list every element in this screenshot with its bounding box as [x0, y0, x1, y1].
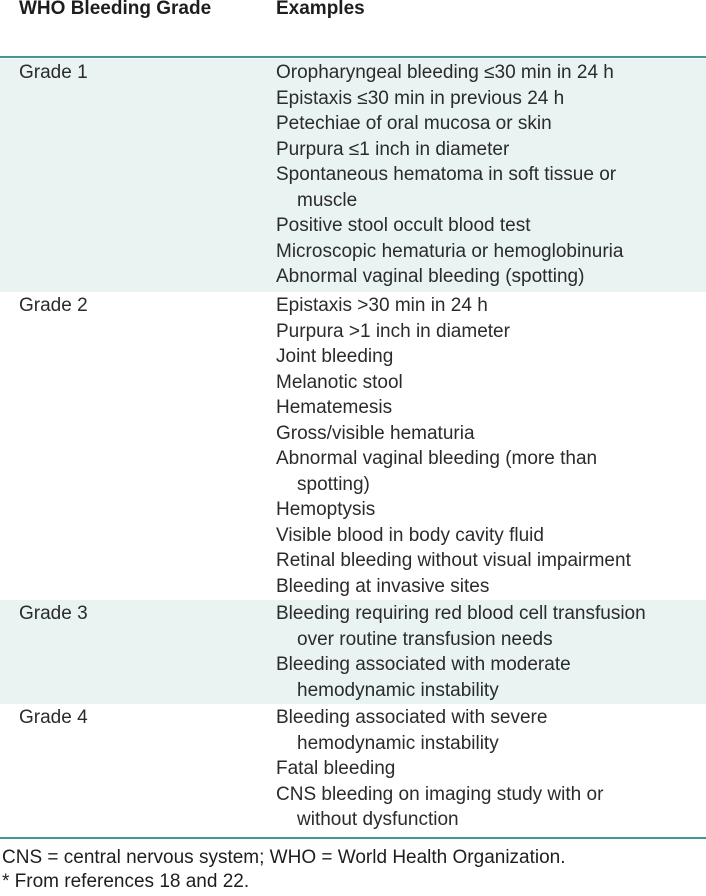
- table-header: [0, 0, 706, 58]
- example-line: Bleeding requiring red blood cell transfusion: [276, 603, 646, 624]
- examples-cell: [276, 60, 706, 290]
- example-line: Epistaxis ≤30 min in previous 24 h: [276, 87, 565, 109]
- example-line: Epistaxis >30 min in 24 h: [276, 295, 488, 316]
- table-row: [0, 600, 706, 704]
- example-line: CNS bleeding on imaging study with or: [276, 783, 604, 805]
- footnote-references: * From references 18 and 22.: [2, 871, 250, 892]
- table-row: [0, 292, 706, 600]
- example-item: [276, 319, 706, 345]
- header-examples: Examples: [276, 0, 365, 19]
- example-line: spotting): [297, 473, 370, 495]
- examples-cell: [276, 705, 706, 833]
- example-line: Abnormal vaginal bleeding (more than: [276, 448, 598, 469]
- example-item: [276, 60, 706, 86]
- example-line: Bleeding associated with moderate: [276, 654, 571, 675]
- grade-cell: Grade 1: [19, 62, 88, 83]
- example-item: [276, 782, 706, 833]
- example-line: without dysfunction: [297, 809, 459, 830]
- example-item: [276, 652, 706, 703]
- example-item: [276, 446, 706, 497]
- example-item: [276, 344, 706, 370]
- example-line: Oropharyngeal bleeding ≤30 min in 24 h: [276, 62, 614, 83]
- example-line: Visible blood in body cavity fluid: [276, 524, 544, 546]
- header-grade: WHO Bleeding Grade: [19, 0, 212, 19]
- example-line: Retinal bleeding without visual impairment: [276, 550, 631, 571]
- example-item: [276, 264, 706, 290]
- example-line: Gross/visible hematuria: [276, 422, 475, 444]
- example-line: Hemoptysis: [276, 499, 376, 520]
- example-item: [276, 497, 706, 523]
- example-item: [276, 574, 706, 600]
- example-line: hemodynamic instability: [297, 732, 499, 754]
- example-line: over routine transfusion needs: [297, 628, 553, 650]
- example-line: Melanotic stool: [276, 371, 403, 393]
- example-item: [276, 137, 706, 163]
- example-item: [276, 293, 706, 319]
- example-item: [276, 111, 706, 137]
- example-item: [276, 162, 706, 213]
- example-line: Fatal bleeding: [276, 758, 396, 779]
- example-line: Purpura ≤1 inch in diameter: [276, 138, 510, 160]
- example-line: muscle: [297, 189, 358, 211]
- example-item: [276, 523, 706, 549]
- example-item: [276, 705, 706, 756]
- example-item: [276, 239, 706, 265]
- grade-cell: Grade 3: [19, 603, 88, 624]
- examples-cell: [276, 293, 706, 599]
- example-item: [276, 601, 706, 652]
- example-line: Microscopic hematuria or hemoglobinuria: [276, 240, 624, 262]
- example-line: Purpura >1 inch in diameter: [276, 320, 510, 342]
- example-item: [276, 756, 706, 782]
- example-line: Spontaneous hematoma in soft tissue or: [276, 164, 617, 185]
- table-bottom-rule: [0, 837, 706, 839]
- example-item: [276, 86, 706, 112]
- example-line: Positive stool occult blood test: [276, 215, 531, 236]
- example-line: Joint bleeding: [276, 346, 394, 367]
- example-line: Hematemesis: [276, 397, 393, 418]
- example-item: [276, 548, 706, 574]
- table-row: [0, 59, 706, 292]
- example-item: [276, 395, 706, 421]
- examples-cell: [276, 601, 706, 703]
- example-line: Bleeding associated with severe: [276, 707, 548, 728]
- grade-cell: Grade 2: [19, 295, 88, 316]
- example-item: [276, 370, 706, 396]
- example-line: Petechiae of oral mucosa or skin: [276, 113, 552, 134]
- example-item: [276, 421, 706, 447]
- example-item: [276, 213, 706, 239]
- example-line: Bleeding at invasive sites: [276, 575, 490, 597]
- table-row: [0, 704, 706, 836]
- grade-cell: Grade 4: [19, 707, 88, 728]
- example-line: Abnormal vaginal bleeding (spotting): [276, 266, 585, 287]
- footnote-abbreviations: CNS = central nervous system; WHO = World Health Organization.: [2, 847, 566, 868]
- example-line: hemodynamic instability: [297, 679, 499, 701]
